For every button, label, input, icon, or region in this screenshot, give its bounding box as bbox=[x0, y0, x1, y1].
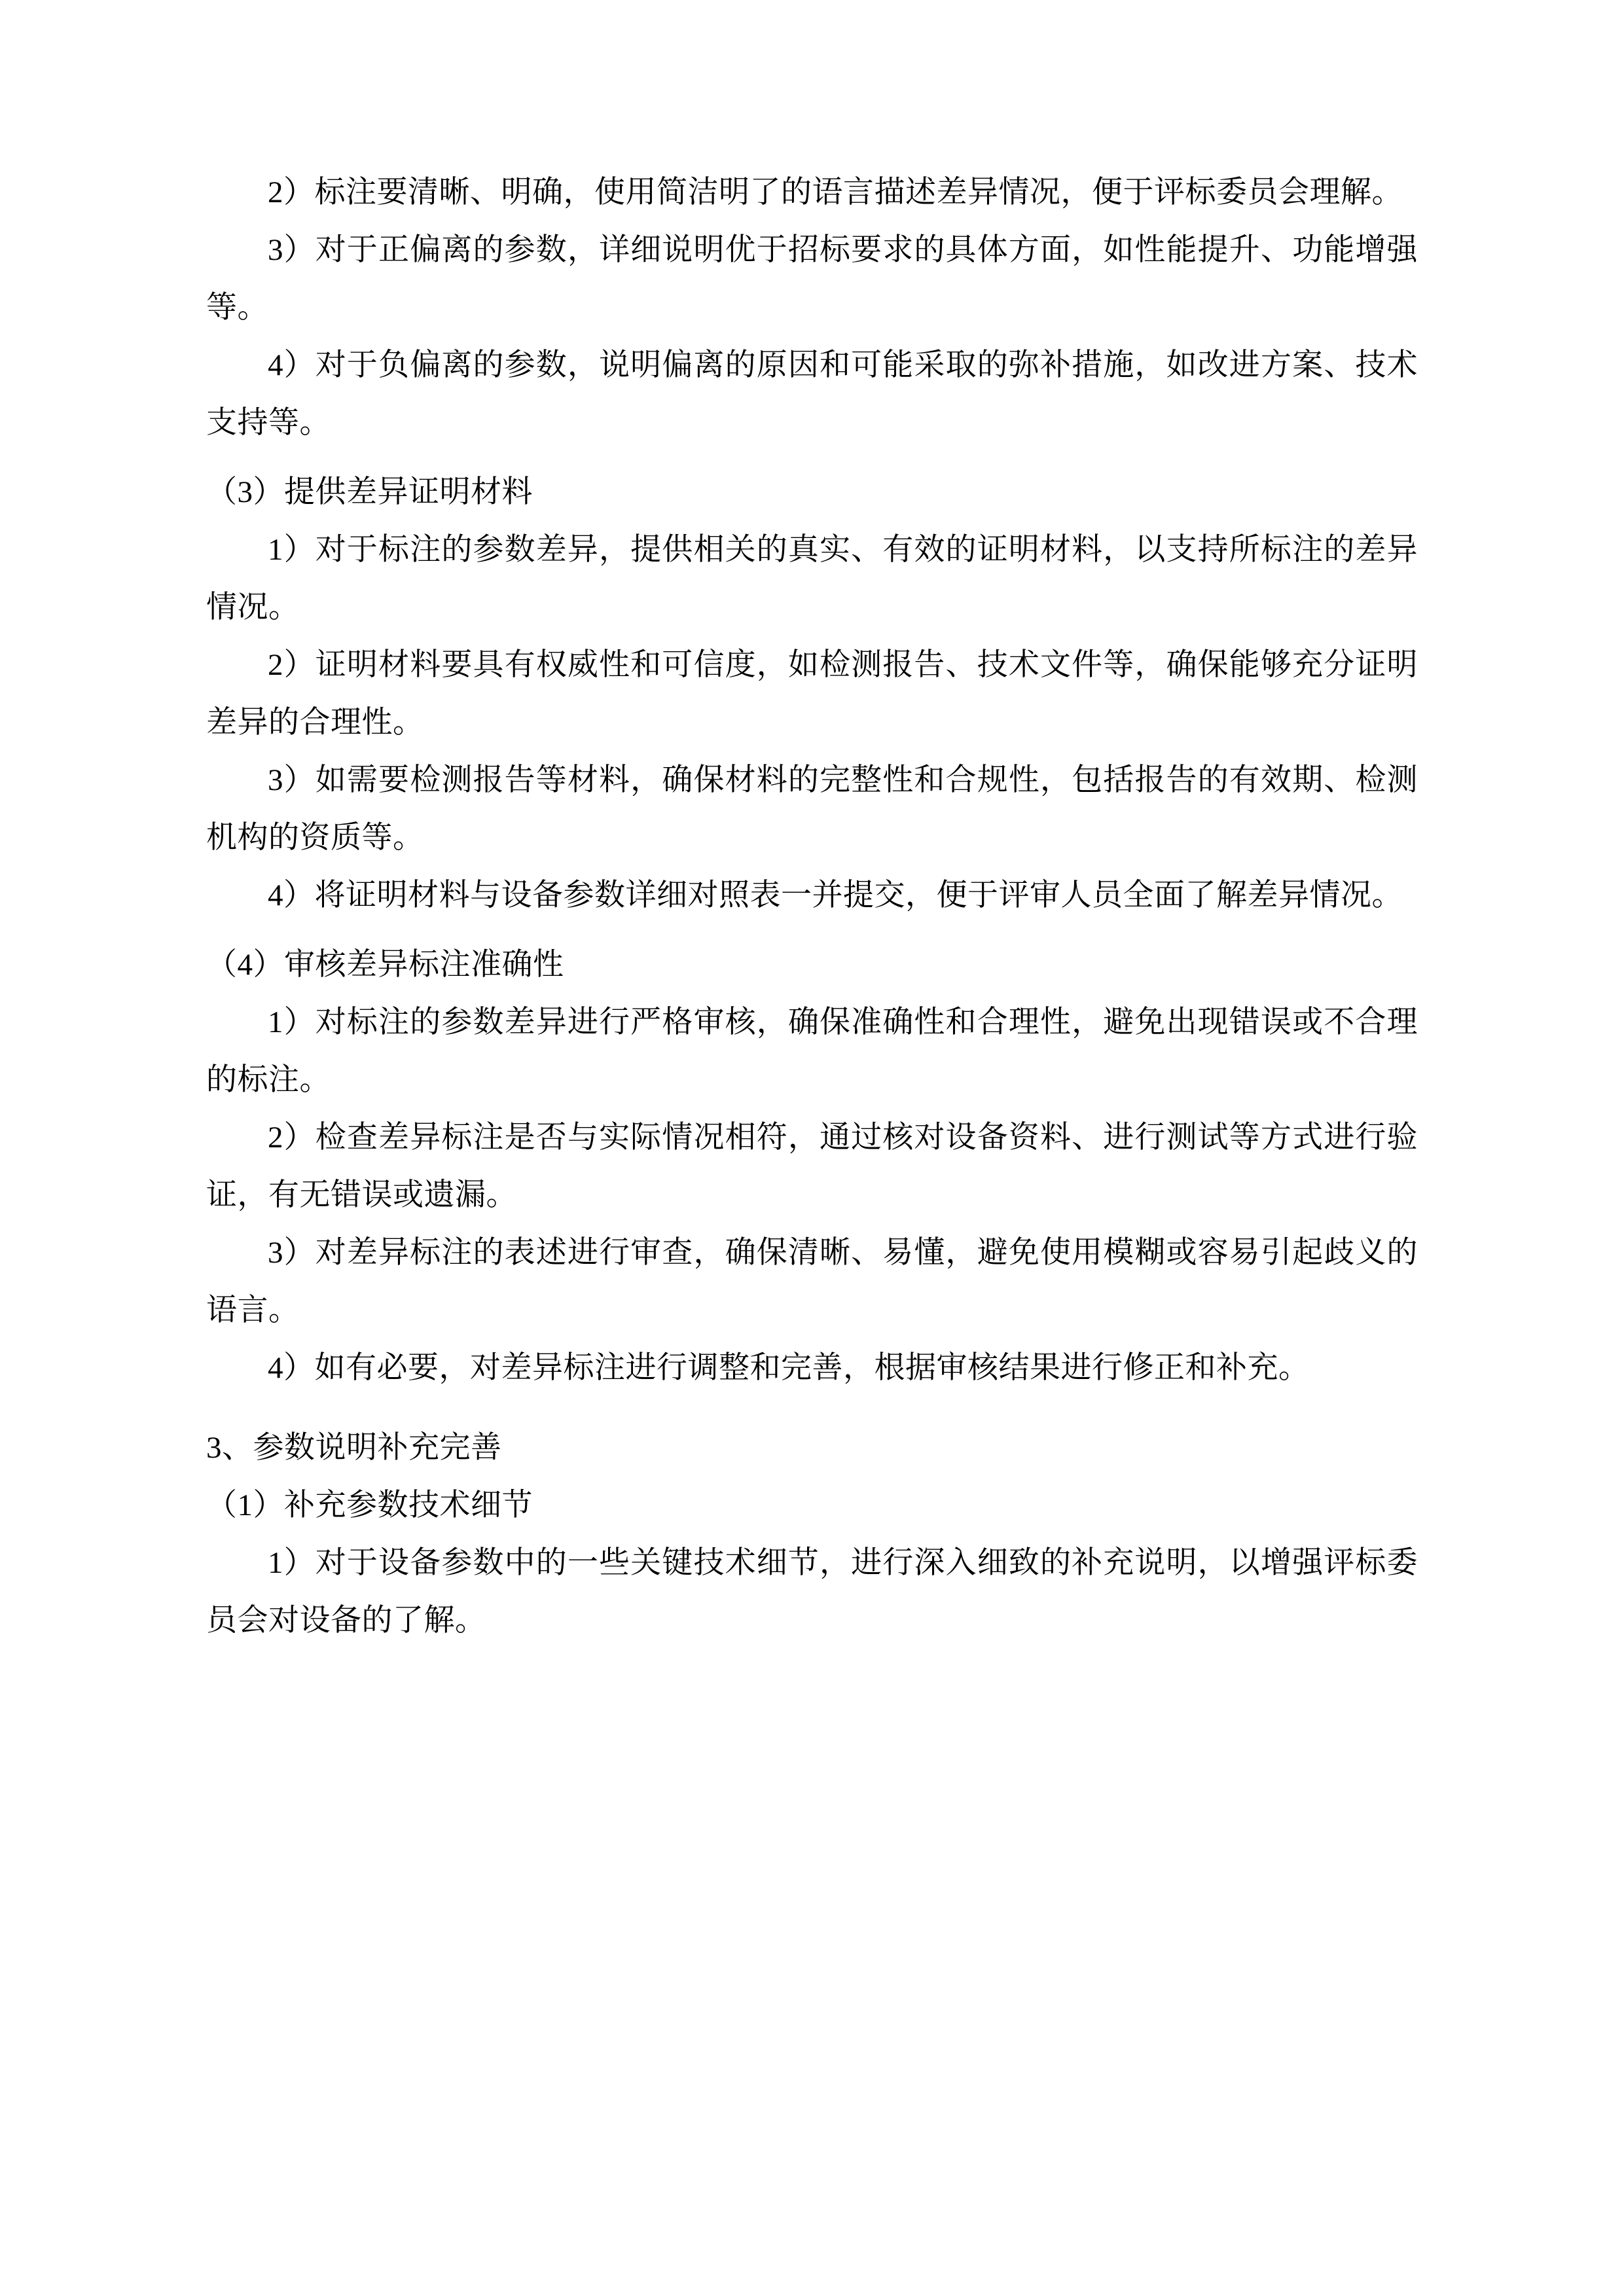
paragraph: 1）对于标注的参数差异，提供相关的真实、有效的证明材料，以支持所标注的差异情况。 bbox=[206, 533, 1418, 624]
subsection-heading: （3）提供差异证明材料 bbox=[206, 475, 533, 509]
paragraph: 3）如需要检测报告等材料，确保材料的完整性和合规性，包括报告的有效期、检测机构的资质等。 bbox=[206, 763, 1418, 855]
paragraph: 1）对于设备参数中的一些关键技术细节，进行深入细致的补充说明，以增强评标委员会对设备的了解。 bbox=[206, 1546, 1418, 1638]
section-spacer bbox=[206, 1397, 1418, 1419]
subsection-heading: （1）补充参数技术细节 bbox=[206, 1488, 533, 1522]
paragraph: 4）将证明材料与设备参数详细对照表一并提交，便于评审人员全面了解差异情况。 bbox=[268, 878, 1403, 912]
paragraph: 4）如有必要，对差异标注进行调整和完善，根据审核结果进行修正和补充。 bbox=[268, 1351, 1310, 1385]
paragraph-spacer bbox=[206, 452, 1418, 463]
paragraph: 3）对差异标注的表述进行审查，确保清晰、易懂，避免使用模糊或容易引起歧义的语言。 bbox=[206, 1236, 1418, 1327]
paragraph: 2）检查差异标注是否与实际情况相符，通过核对设备资料、进行测试等方式进行验证，有无错误或遗漏。 bbox=[206, 1121, 1418, 1212]
paragraph: 1）对标注的参数差异进行严格审核，确保准确性和合理性，避免出现错误或不合理的标注。 bbox=[206, 1005, 1418, 1097]
paragraph: 2）标注要清晰、明确，使用简洁明了的语言描述差异情况，便于评标委员会理解。 bbox=[268, 175, 1403, 209]
section-heading: 3、参数说明补充完善 bbox=[206, 1431, 502, 1465]
paragraph: 2）证明材料要具有权威性和可信度，如检测报告、技术文件等，确保能够充分证明差异的合理性。 bbox=[206, 648, 1418, 740]
paragraph: 3）对于正偏离的参数，详细说明优于招标要求的具体方面，如性能提升、功能增强等。 bbox=[206, 233, 1418, 325]
paragraph-spacer bbox=[206, 924, 1418, 936]
document-body bbox=[206, 164, 1418, 1649]
paragraph: 4）对于负偏离的参数，说明偏离的原因和可能采取的弥补措施，如改进方案、技术支持等。 bbox=[206, 348, 1418, 440]
subsection-heading: （4）审核差异标注准确性 bbox=[206, 948, 564, 982]
